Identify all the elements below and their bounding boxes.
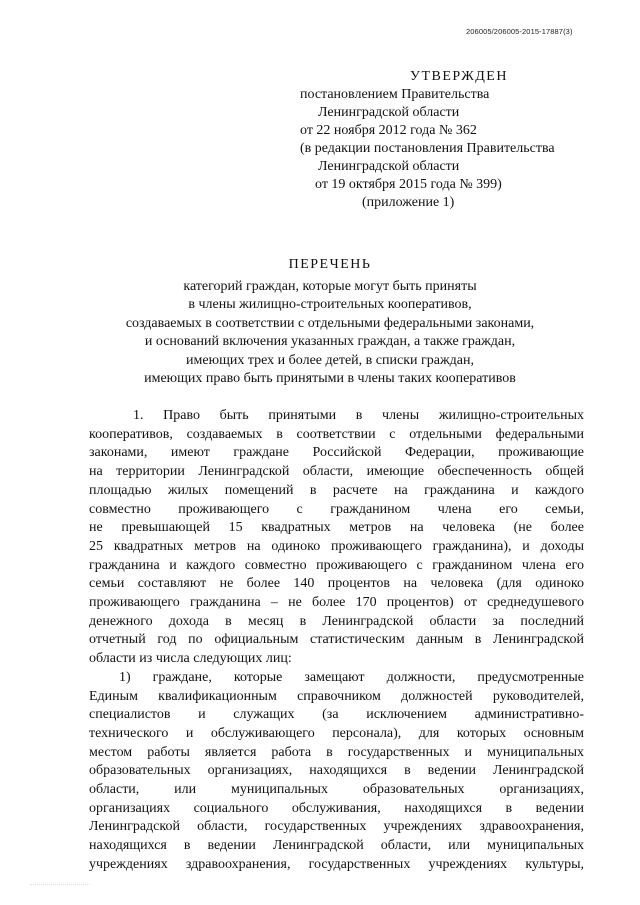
document-body — [89, 407, 584, 875]
text-line: организациях социального обслуживания, находящихся в ведении — [89, 800, 584, 816]
text-line: площадью жилых помещений в расчете на гражданина и каждого — [89, 482, 584, 498]
approval-line: от 22 ноября 2012 года № 362 — [300, 123, 477, 138]
text-line: находящихся в ведении Ленинградской области, или муниципальных — [89, 838, 584, 854]
document-title — [95, 256, 565, 389]
text-line: 1. Право быть принятыми в члены жилищно-строительных — [133, 408, 584, 423]
title-line: в члены жилищно-строительных кооперативов, — [188, 297, 472, 312]
text-line: области из числа следующих лиц: — [89, 651, 292, 667]
text-line: отчетный год по официальным статистическим данным в Ленинградской — [89, 632, 584, 648]
approval-line: постановлением Правительства — [300, 87, 490, 102]
approval-line: от 19 октября 2015 года № 399) — [315, 177, 502, 192]
text-line: области, или муниципальных образовательных организациях, — [89, 782, 584, 798]
text-line: 25 квадратных метров на одиноко проживающего гражданина), и доходы — [89, 538, 584, 554]
approval-heading: УТВЕРЖДЕН — [410, 69, 508, 84]
approval-stamp — [300, 68, 600, 212]
title-line: и оснований включения указанных граждан, а также граждан, — [144, 334, 516, 349]
text-line: законами, имеют граждане Российской Федерации, проживающие — [89, 445, 584, 461]
text-line: учреждениях здравоохранения, государственных учреждениях культуры, — [89, 856, 584, 872]
text-line: совместно проживающего с гражданином члена его семьи, — [89, 501, 584, 517]
text-line: семьи составляют не более 140 процентов на человека (для одиноко — [89, 576, 584, 592]
title-line: имеющих трех и более детей, в списки граждан, — [186, 352, 474, 368]
title-heading: ПЕРЕЧЕНЬ — [288, 257, 372, 272]
text-line: гражданина и каждого совместно проживающего с гражданином члена его — [89, 557, 584, 573]
text-line: денежного дохода в месяц в Ленинградской области за последний — [89, 613, 584, 629]
approval-line: Ленинградской области — [318, 159, 460, 174]
approval-line: (в редакции постановления Правительства — [300, 141, 555, 156]
list-item-1 — [89, 669, 584, 875]
text-line: образовательных организациях, находящихся в ведении Ленинградской — [89, 763, 584, 779]
text-line: Единым квалификационным справочником должностей руководителей, — [89, 688, 584, 704]
text-line: Ленинградской области, государственных учреждениях здравоохранения, — [89, 819, 584, 835]
text-line: проживающего гражданина – не более 170 процентов) от среднедушевого — [89, 595, 584, 611]
document-number: 206005/206005-2015-17887(3) — [466, 27, 573, 36]
paragraph-1 — [89, 407, 584, 669]
text-line: местом работы является работа в государственных и муниципальных — [89, 744, 584, 760]
text-line: кооперативов, создаваемых в соответствии с отдельными федеральными — [89, 426, 584, 442]
scan-artifact — [30, 880, 90, 885]
text-line: 1) граждане, которые замещают должности, предусмотренные — [119, 669, 584, 685]
title-line: имеющих право быть принятыми в члены таких кооперативов — [144, 371, 516, 386]
text-line: не превышающей 15 квадратных метров на человека (не более — [89, 520, 584, 536]
title-line: создаваемых в соответствии с отдельными федеральными законами, — [125, 315, 535, 331]
text-line: специалистов и служащих (за исключением административно- — [89, 707, 584, 723]
approval-line: (приложение 1) — [362, 195, 455, 210]
text-line: технического и обслуживающего персонала), для которых основным — [89, 725, 584, 741]
approval-line: Ленинградской области — [318, 105, 460, 120]
title-line: категорий граждан, которые могут быть приняты — [183, 278, 477, 294]
text-line: на территории Ленинградской области, имеющие обеспеченность общей — [89, 464, 584, 480]
